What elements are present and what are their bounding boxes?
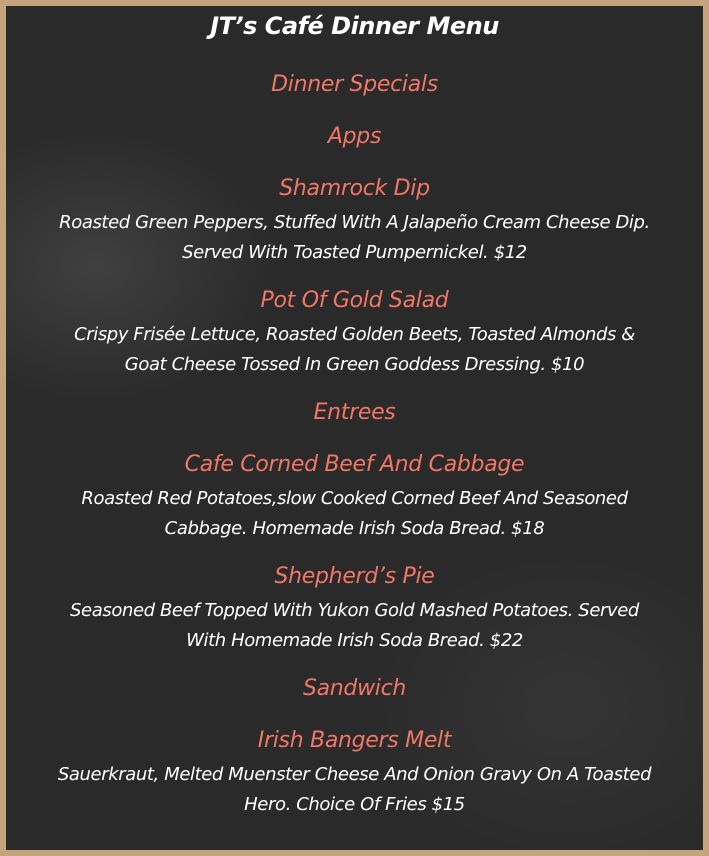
item-name-pot-of-gold-salad: Pot Of Gold Salad — [260, 288, 449, 313]
item-name-shamrock-dip: Shamrock Dip — [279, 176, 430, 201]
item-name-cafe-corned-beef-and-cabbage: Cafe Corned Beef And Cabbage — [184, 452, 525, 477]
chalkboard — [6, 6, 703, 850]
section-heading-dinner-specials: Dinner Specials — [271, 72, 438, 97]
item-name-shepherds-pie: Shepherd’s Pie — [274, 564, 435, 589]
menu-title: JT’s Café Dinner Menu — [210, 12, 499, 40]
item-description-line: With Homemade Irish Soda Bread. $22 — [186, 630, 523, 651]
item-description-line: Roasted Green Peppers, Stuffed With A Jalapeño Cream Cheese Dip. — [59, 212, 650, 233]
item-description-line: Goat Cheese Tossed In Green Goddess Dressing. $10 — [124, 354, 585, 375]
section-heading-entrees: Entrees — [313, 400, 396, 425]
item-description-line: Hero. Choice Of Fries $15 — [244, 794, 465, 815]
section-heading-apps: Apps — [327, 124, 382, 149]
item-description-line: Served With Toasted Pumpernickel. $12 — [182, 242, 527, 263]
item-description-line: Roasted Red Potatoes,slow Cooked Corned Beef And Seasoned — [81, 488, 628, 509]
item-description-line: Sauerkraut, Melted Muenster Cheese And Onion Gravy On A Toasted — [57, 764, 652, 785]
item-name-irish-bangers-melt: Irish Bangers Melt — [257, 728, 452, 753]
item-description-line: Cabbage. Homemade Irish Soda Bread. $18 — [164, 518, 545, 539]
section-heading-sandwich: Sandwich — [302, 676, 407, 701]
item-description-line: Seasoned Beef Topped With Yukon Gold Mashed Potatoes. Served — [70, 600, 639, 621]
item-description-line: Crispy Frisée Lettuce, Roasted Golden Beets, Toasted Almonds & — [74, 324, 635, 345]
